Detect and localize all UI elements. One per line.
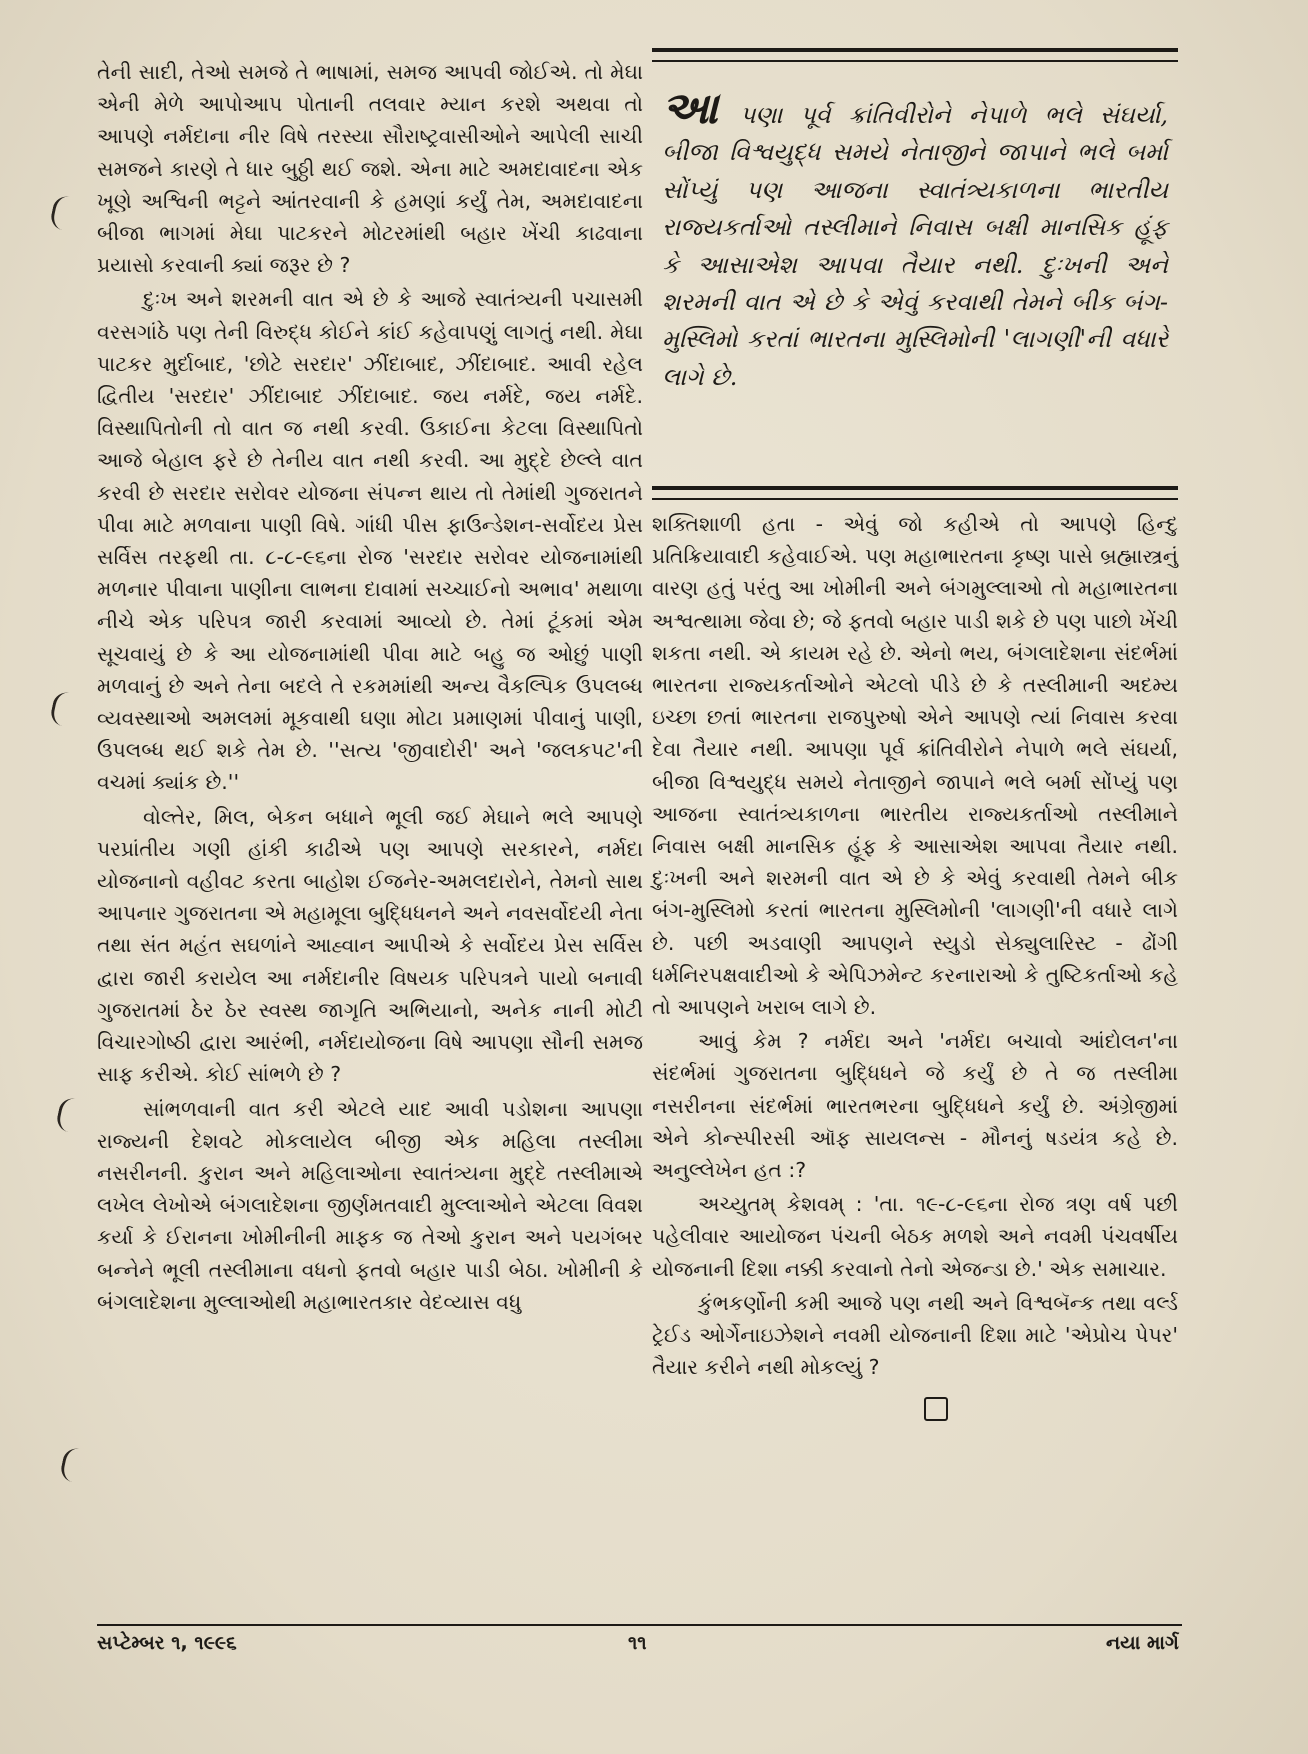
pull-quote-box [652,48,1178,500]
right-paragraph-3: અચ્યુતમ્ કેશવમ્ : 'તા. ૧૯-૮-૯૬ના રોજ ત્રણ વર્ષ પછી પહેલીવાર આયોજન પંચની બેઠક મળશે અને નવમી પંચવર્ષીય યોજનાની દિશા નક્કી કરવાનો તેનો એજન્ડા છે.' એક સમાચાર. [652,1192,1178,1281]
margin-pencil-mark [55,1096,85,1134]
pull-quote [662,83,1168,396]
right-column [652,508,1178,1421]
right-paragraph-2: આવું કેમ ? નર્મદા અને 'નર્મદા બચાવો આંદોલન'ના સંદર્ભમાં ગુજરાતના બુદ્ધિધને જે કર્યું છે તે જ તસ્લીમા નસરીનના સંદર્ભમાં ભારતભરના બુદ્ધિધને કર્યું છે. અંગ્રેજીમાં એને કોન્સ્પીરસી ઑફ સાયલન્સ - મૌનનું ષડયંત્ર કહે છે. અનુલ્લેખેન હત :? [652,1029,1178,1183]
pull-quote-top-rule [652,48,1178,62]
pull-quote-bottom-rule [652,486,1178,500]
publication-name: નયા માર્ગ [1106,1632,1179,1654]
right-paragraph-1: શક્તિશાળી હતા - એવું જો કહીએ તો આપણે હિન્દુ પ્રતિક્રિયાવાદી કહેવાઈએ. પણ મહાભારતના કૃષ્ણ પાસે બ્રહ્માસ્ત્રનું વારણ હતું પરંતુ આ ખોમીની અને બંગમુલ્લાઓ તો મહાભારતના અશ્વત્થામા જેવા છે; જે ફતવો બહાર પાડી શકે છે પણ પાછો ખેંચી શકતા નથી. એ કાયમ રહે છે. એનો ભય, બંગલાદેશના સંદર્ભમાં ભારતના રાજ્યકર્તાઓને એટલો પીડે છે કે તસ્લીમાની અદમ્ય ઇચ્છા છતાં ભારતના રાજપુરુષો એને આપણે ત્યાં નિવાસ કરવા દેવા તૈયાર નથી. આપણા પૂર્વ ક્રાંતિવીરોને નેપાળે ભલે સંઘર્યા, બીજા વિશ્વયુદ્ધ સમયે નેતાજીને જાપાને ભલે બર્મા સોંપ્યું પણ આજના સ્વાતંત્ર્યકાળના ભારતીય રાજ્યકર્તાઓ તસ્લીમાને નિવાસ બક્ષી માનસિક હૂંફ કે આસાએશ આપવા તૈયાર નથી. દુઃખની અને શરમની વાત એ છે કે એવું કરવાથી તેમને બીક બંગ-મુસ્લિમો કરતાં ભારતના મુસ્લિમોની 'લાગણી'ની વધારે લાગે છે. પછી અડવાણી આપણને સ્યુડો સેક્યુલારિસ્ટ - ઢોંગી ધર્મનિરપક્ષવાદીઓ કે એપિઝમેન્ટ કરનારાઓ કે તુષ્ટિકર્તાઓ કહે તો આપણને ખરાબ લાગે છે. [652,512,1178,1020]
footer-date: સપ્ટેમ્બર ૧, ૧૯૯૬ [97,1632,237,1654]
left-paragraph-2: દુઃખ અને શરમની વાત એ છે કે આજે સ્વાતંત્ર્યની પચાસમી વરસગાંઠે પણ તેની વિરુદ્ધ કોઈને કાંઈ કહેવાપણું લાગતું નથી. મેઘા પાટકર મુર્દાબાદ, 'છોટે સરદાર' ઝીંદાબાદ, ઝીંદાબાદ. આવી રહેલ દ્વિતીય 'સરદાર' ઝીંદાબાદ ઝીંદાબાદ. જય નર્મદે, જય નર્મદે. વિસ્થાપિતોની તો વાત જ નથી કરવી. ઉકાઈના કેટલા વિસ્થાપિતો આજે બેહાલ ફરે છે તેનીય વાત નથી કરવી. આ મુદ્દે છેલ્લે વાત કરવી છે સરદાર સરોવર યોજના સંપન્ન થાય તો તેમાંથી ગુજરાતને પીવા માટે મળવાના પાણી વિષે. ગાંધી પીસ ફાઉન્ડેશન-સર્વોદય પ્રેસ સર્વિસ તરફથી તા. ૮-૮-૯૬ના રોજ 'સરદાર સરોવર યોજનામાંથી મળનાર પીવાના પાણીના લાભના દાવામાં સચ્ચાઈનો અભાવ' મથાળા નીચે એક પરિપત્ર જારી કરવામાં આવ્યો છે. તેમાં ટૂંકમાં એમ સૂચવાયું છે કે આ યોજનામાંથી પીવા માટે બહુ જ ઓછું પાણી મળવાનું છે અને તેના બદલે તે રકમમાંથી અન્ય વૈકલ્પિક ઉપલબ્ધ વ્યવસ્થાઓ અમલમાં મૂકવાથી ઘણા મોટા પ્રમાણમાં પીવાનું પાણી, ઉપલબ્ધ થઈ શકે તેમ છે. ''સત્ય 'જીવાદોરી' અને 'જલકપટ'ની વચમાં ક્યાંક છે.'' [97,287,643,795]
margin-pencil-mark [49,194,79,232]
left-column [97,56,643,1318]
footer-rule [97,1624,1182,1626]
margin-pencil-mark [49,690,79,728]
page-number: ૧૧ [628,1632,647,1654]
left-paragraph-1: તેની સાદી, તેઓ સમજે તે ભાષામાં, સમજ આપવી જોઈએ. તો મેઘા એની મેળે આપોઆપ પોતાની તલવાર મ્યાન કરશે અથવા તો આપણે નર્મદાના નીર વિષે તરસ્યા સૌરાષ્ટ્રવાસીઓને આપેલી સાચી સમજને કારણે તે ધાર બુઠ્ઠી થઈ જશે. એના માટે અમદાવાદના એક ખૂણે અશ્વિની ભટ્ટને આંતરવાની કે હમણાં કર્યું તેમ, અમદાવાદના બીજા ભાગમાં મેઘા પાટકરને મોટરમાંથી બહાર ખેંચી કાઢવાના પ્રયાસો કરવાની ક્યાં જરૂર છે ? [97,60,643,278]
margin-pencil-mark [59,1446,89,1484]
left-paragraph-4: સાંભળવાની વાત કરી એટલે યાદ આવી પડોશના આપણા રાજ્યની દેશવટે મોકલાયેલ બીજી એક મહિલા તસ્લીમા નસરીનની. કુરાન અને મહિલાઓના સ્વાતંત્ર્યના મુદ્દે તસ્લીમાએ લખેલ લેખોએ બંગલાદેશના જીર્ણમતવાદી મુલ્લાઓને એટલા વિવશ કર્યા કે ઈરાનના ખોમીનીની માફક જ તેઓ કુરાન અને પયગંબર બન્નેને ભૂલી તસ્લીમાના વધનો ફતવો બહાર પાડી બેઠા. ખોમીની કે બંગલાદેશના મુલ્લાઓથી મહાભારતકાર વેદવ્યાસ વધુ [97,1096,643,1314]
right-paragraph-4: કુંભકર્ણોની કમી આજે પણ નથી અને વિશ્વબૅન્ક તથા વર્લ્ડ ટ્રેઈડ ઓર્ગેનાઇઝેશને નવમી યોજનાની દિશા માટે 'એપ્રોચ પેપર' તૈયાર કરીને નથી મોકલ્યું ? [652,1290,1178,1380]
pull-quote-drop-cap: આ [662,83,718,134]
pull-quote-text: પણા પૂર્વ ક્રાંતિવીરોને નેપાળે ભલે સંઘર્યા, બીજા વિશ્વયુદ્ધ સમયે નેતાજીને જાપાને ભલે બર્મા સોંપ્યું પણ આજના સ્વાતંત્ર્યકાળના ભારતીય રાજ્યકર્તાઓ તસ્લીમાને નિવાસ બક્ષી માનસિક હૂંફ કે આસાએશ આપવા તૈયાર નથી. દુઃખની અને શરમની વાત એ છે કે એવું કરવાથી તેમને બીક બંગ-મુસ્લિમો કરતાં ભારતના મુસ્લિમોની 'લાગણી'ની વધારે લાગે છે. [662,101,1168,391]
left-paragraph-3: વોલ્તેર, મિલ, બેકન બધાને ભૂલી જઈ મેઘાને ભલે આપણે પરપ્રાંતીય ગણી હાંકી કાઢીએ પણ આપણે સરકારને, નર્મદા યોજનાનો વહીવટ કરતા બાહોશ ઈજનેર-અમલદારોને, તેમનો સાથ આપનાર ગુજરાતના એ મહામૂલા બુદ્ધિધનને અને નવસર્વોદયી નેતા તથા સંત મહંત સઘળાંને આહ્વાન આપીએ કે સર્વોદય પ્રેસ સર્વિસ દ્વારા જારી કરાયેલ આ નર્મદાનીર વિષયક પરિપત્રને પાયો બનાવી ગુજરાતમાં ઠેર ઠેર સ્વસ્થ જાગૃતિ અભિયાનો, અનેક નાની મોટી વિચારગોષ્ઠી દ્વારા આરંભી, નર્મદાયોજના વિષે આપણા સૌની સમજ સાફ કરીએ. કોઈ સાંભળે છે ? [97,804,643,1087]
end-of-article-square-icon [924,1397,948,1421]
